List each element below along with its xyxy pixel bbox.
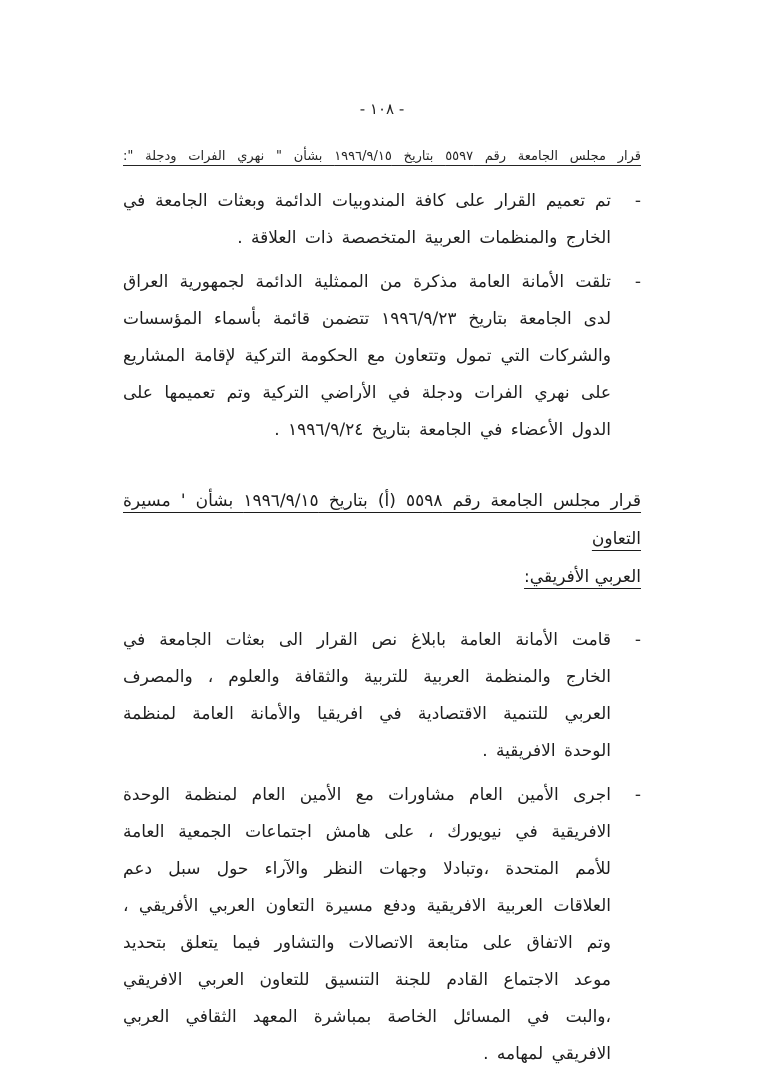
- section1-bullet-list: [123, 183, 641, 449]
- bullet-dash-marker: -: [634, 630, 641, 650]
- list-item: [123, 777, 641, 1073]
- bullet-paragraph: قامت الأمانة العامة بابلاغ نص القرار الى بعثات الجامعة في الخارج والمنظمة العربية للتربية والثقافة والعلوم ، والمصرف العربي للتنمية الاقتصادية في افريقيا والأمانة العامة لمنظمة الوحدة الافريقية .: [123, 630, 611, 761]
- bullet-dash-marker: -: [634, 785, 641, 805]
- resolution-heading: [123, 482, 641, 596]
- resolution-heading-line2: العربي الأفريقي:: [524, 567, 641, 587]
- bullet-paragraph: تلقت الأمانة العامة مذكرة من الممثلية الدائمة لجمهورية العراق لدى الجامعة بتاريخ ١٩٩٦/٩/٢٣ تتضمن قائمة بأسماء المؤسسات والشركات التي تمول وتتعاون مع الحكومة التركية لإقامة المشاريع على نهري الفرات ودجلة في الأراضي التركية وتم تعميمها على الدول الأعضاء في الجامعة بتاريخ ١٩٩٦/٩/٢٤ .: [123, 272, 611, 440]
- resolution-reference-header: قرار مجلس الجامعة رقم ٥٥٩٧ بتاريخ ١٩٩٦/٩/١٥ بشأن " نهري الفرات ودجلة ":: [123, 149, 641, 164]
- resolution-heading-line1: قرار مجلس الجامعة رقم ٥٥٩٨ (أ) بتاريخ ١٩٩٦/٩/١٥ بشأن ' مسيرة التعاون: [123, 491, 642, 549]
- document-content: [123, 147, 641, 1080]
- section2-bullet-list: [123, 622, 641, 1073]
- section-spacer: [123, 456, 641, 482]
- page-number: - ١٠٨ -: [359, 100, 405, 118]
- bullet-dash-marker: -: [634, 191, 641, 211]
- bullet-dash-marker: -: [634, 272, 641, 292]
- bullet-paragraph: اجرى الأمين العام مشاورات مع الأمين العام لمنظمة الوحدة الافريقية في نيويورك ، على هامش اجتماعات الجمعية العامة للأمم المتحدة ،وتبادلا وجهات النظر والآراء حول سبل دعم العلاقات العربية الافريقية ودفع مسيرة التعاون العربي الأفريقي ، وتم الاتفاق على متابعة الاتصالات والتشاور فيما يتعلق بتحديد موعد الاجتماع القادم للجنة التنسيق للتعاون العربي الافريقي ،والبت في المسائل الخاصة بمباشرة المعهد الثقافي العربي الافريقي لمهامه .: [123, 785, 611, 1064]
- list-item: [123, 264, 641, 449]
- bullet-paragraph: تم تعميم القرار على كافة المندوبيات الدائمة وبعثات الجامعة في الخارج والمنظمات العربية المتخصصة ذات العلاقة .: [123, 191, 611, 248]
- list-item: [123, 622, 641, 770]
- list-item: [123, 183, 641, 257]
